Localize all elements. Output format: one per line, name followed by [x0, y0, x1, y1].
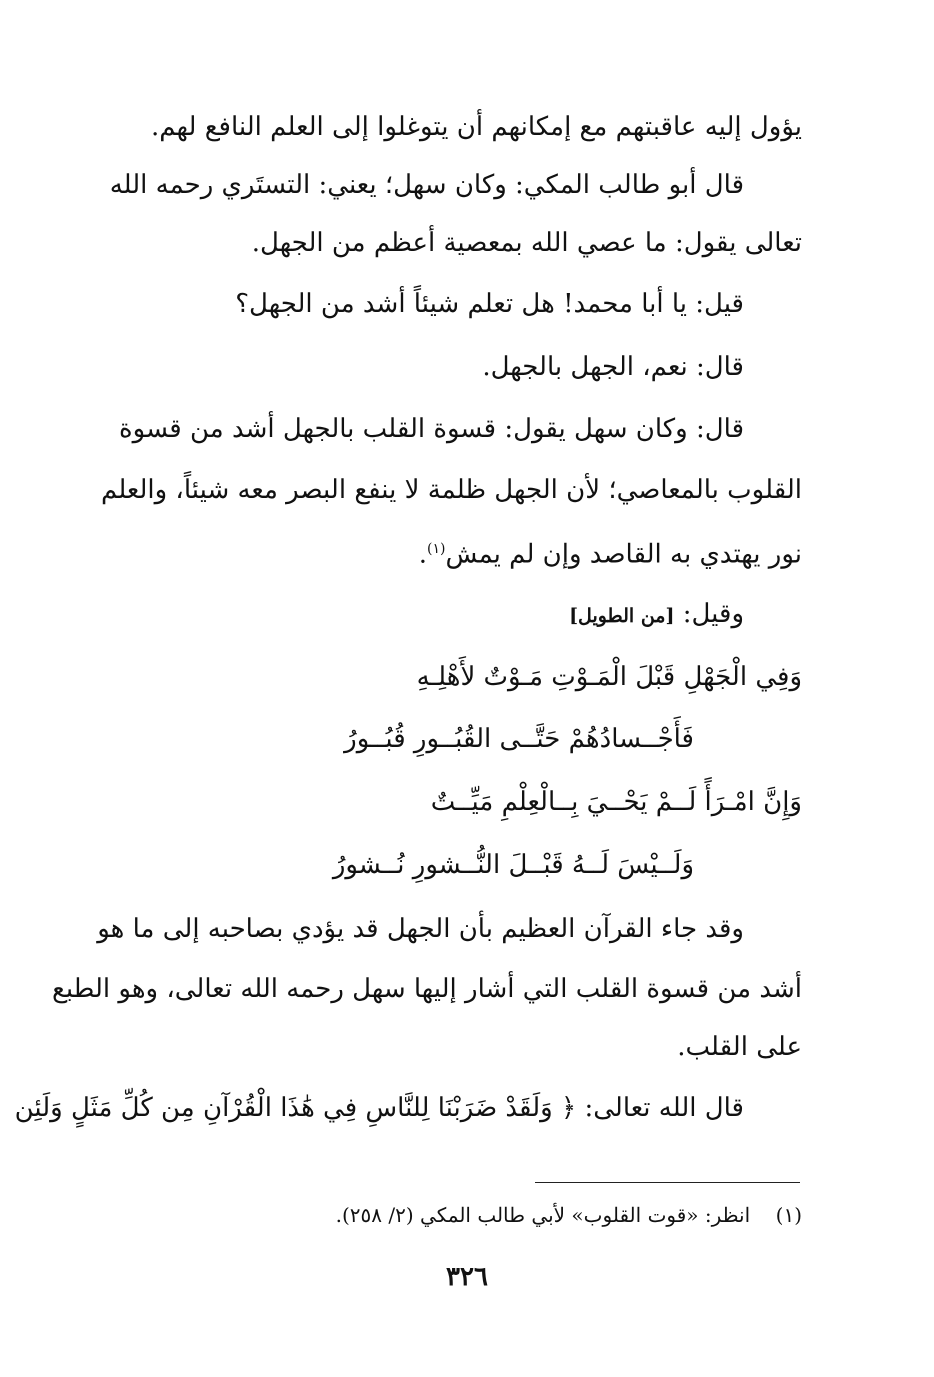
poem-line-3: وَإِنَّ امْـرَأً لَــمْ يَحْــيَ بِــالْعِلْمِ مَيِّــتٌ [430, 787, 802, 817]
footnote-reference: (١) [427, 541, 446, 557]
page-number: ٣٢٦ [446, 1262, 488, 1292]
footnote [336, 1200, 802, 1230]
body-line-8-punct: . [418, 539, 428, 570]
poem-intro [569, 597, 744, 633]
poem-line-1: وَفِي الْجَهْلِ قَبْلَ الْمَـوْتِ مَـوْتٌ لأَهْلِـهِ [416, 662, 802, 692]
footnote-text: انظر: «قوت القلوب» لأبي طالب المكي (٢/ ٢٥٨). [335, 1203, 751, 1227]
body-line-8-text: نور يهتدي به القاصد وإن لم يمش [445, 539, 802, 570]
quran-intro: قال الله تعالى: [584, 1093, 744, 1123]
footnote-number: (١) [775, 1203, 802, 1227]
body2-line-2: أشد من قسوة القلب التي أشار إليها سهل رحمه الله تعالى، وهو الطبع [51, 974, 802, 1004]
meter-label: [من الطويل] [569, 605, 675, 627]
body-line-1: يؤول إليه عاقبتهم مع إمكانهم أن يتوغلوا إلى العلم النافع لهم. [150, 112, 802, 142]
body-line-6: قال: وكان سهل يقول: قسوة القلب بالجهل أشد من قسوة [119, 414, 744, 444]
body2-line-3: على القلب. [677, 1032, 802, 1062]
poem-line-4: وَلَــيْسَ لَــهُ قَبْــلَ النُّــشورِ نُــشورُ [332, 850, 694, 880]
body-line-3: تعالى يقول: ما عصي الله بمعصية أعظم من الجهل. [251, 228, 802, 258]
footnote-separator [535, 1182, 800, 1183]
body2-line-1: وقد جاء القرآن العظيم بأن الجهل قد يؤدي بصاحبه إلى ما هو [97, 914, 744, 944]
poem-line-2: فَأَجْــسادُهُمْ حَتَّــى القُبُــورِ قُبُــورُ [344, 724, 694, 754]
body-line-4: قيل: يا أبا محمد! هل تعلم شيئاً أشد من الجهل؟ [235, 289, 744, 319]
quran-verse: ﴿ وَلَقَدْ ضَرَبْنَا لِلنَّاسِ فِي هَٰذَا الْقُرْآنِ مِن كُلِّ مَثَلٍ وَلَئِن [14, 1093, 577, 1123]
body-line-8 [419, 532, 802, 572]
poem-intro-text: وقيل: [682, 599, 744, 629]
body-line-5: قال: نعم، الجهل بالجهل. [482, 352, 744, 382]
body2-line-4 [15, 1091, 744, 1125]
body-line-2: قال أبو طالب المكي: وكان سهل؛ يعني: التستَري رحمه الله [109, 170, 744, 200]
body-line-7: القلوب بالمعاصي؛ لأن الجهل ظلمة لا ينفع البصر معه شيئاً، والعلم [101, 475, 802, 505]
